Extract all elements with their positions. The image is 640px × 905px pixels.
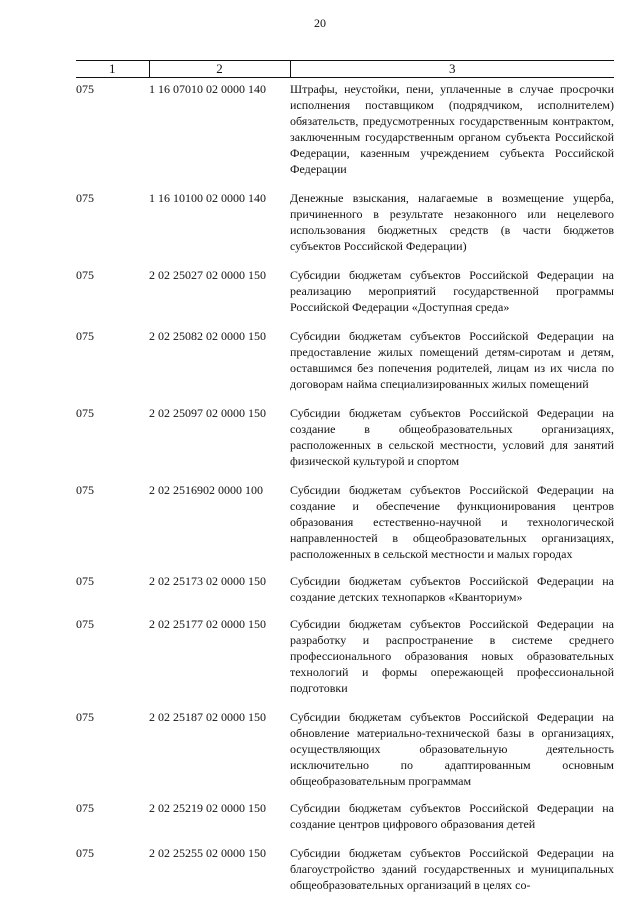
row-budget-code: 2 02 2516902 0000 100 [149,483,263,497]
row-description: Субсидии бюджетам субъектов Российской Федерации на создание центров цифрового образования детей [290,801,614,831]
row-description: Субсидии бюджетам субъектов Российской Федерации на разработку и распространение в системе среднего профессионального образования новых образовательных технологий и формы опережающей профессиональной подготовки [290,617,614,695]
row-description: Субсидии бюджетам субъектов Российской Федерации на обновление материально-технической базы в организациях, осуществляющих образовательную деятельность исключительно по адаптированным основным общеобразовательным программам [290,710,614,788]
table-row [76,392,614,469]
row-description: Субсидии бюджетам субъектов Российской Федерации на создание детских технопарков «Кванториум» [290,574,614,604]
table-row [76,78,614,178]
row-admin-code: 075 [76,710,94,724]
row-budget-code: 2 02 25173 02 0000 150 [149,574,266,588]
row-admin-code: 075 [76,329,94,343]
row-budget-code: 2 02 25027 02 0000 150 [149,268,266,282]
row-admin-code: 075 [76,846,94,860]
row-admin-code: 075 [76,574,94,588]
row-admin-code: 075 [76,801,94,815]
table-row [76,605,614,696]
row-budget-code: 2 02 25187 02 0000 150 [149,710,266,724]
row-admin-code: 075 [76,406,94,420]
revenue-codes-table [76,60,614,893]
table-row [76,469,614,562]
table-row [76,696,614,789]
table-row [76,254,614,315]
row-budget-code: 2 02 25082 02 0000 150 [149,329,266,343]
table-row [76,562,614,605]
row-description: Штрафы, неустойки, пени, уплаченные в случае просрочки исполнения поставщиком (подрядчиком, исполнителем) обязательств, предусмотренных государственным контрактом, заключенным государственным органом субъекта Российской Федерации, казенным учреждением субъекта Российской Федерации [290,82,614,176]
row-budget-code: 2 02 25177 02 0000 150 [149,617,266,631]
row-description: Субсидии бюджетам субъектов Российской Федерации на благоустройство зданий государственных и муниципальных общеобразовательных организаций в целях со- [290,846,614,892]
column-header-3: 3 [290,61,614,78]
row-budget-code: 2 02 25097 02 0000 150 [149,406,266,420]
row-description: Субсидии бюджетам субъектов Российской Федерации на создание в общеобразовательных организациях, расположенных в сельской местности, условий для занятий физической культурой и спортом [290,406,614,468]
row-budget-code: 2 02 25255 02 0000 150 [149,846,266,860]
row-admin-code: 075 [76,483,94,497]
row-description: Субсидии бюджетам субъектов Российской Федерации на реализацию мероприятий государственной программы Российской Федерации «Доступная среда» [290,268,614,314]
table-body [76,78,614,894]
row-budget-code: 2 02 25219 02 0000 150 [149,801,266,815]
table-header-row [76,61,614,78]
table-row [76,832,614,893]
page-number: 20 [314,16,326,30]
table-row [76,315,614,392]
row-admin-code: 075 [76,191,94,205]
row-admin-code: 075 [76,617,94,631]
row-budget-code: 1 16 07010 02 0000 140 [149,82,266,96]
table-row [76,177,614,254]
row-description: Субсидии бюджетам субъектов Российской Федерации на предоставление жилых помещений детям-сиротам и детям, оставшимся без попечения родителей, лицам из их числа по договорам найма специализированных жилых помещений [290,329,614,391]
row-admin-code: 075 [76,268,94,282]
row-description: Денежные взыскания, налагаемые в возмещение ущерба, причиненного в результате незаконного или нецелевого использования бюджетных средств (в части бюджетов субъектов Российской Федерации) [290,191,614,253]
row-description: Субсидии бюджетам субъектов Российской Федерации на создание и обеспечение функционирования центров образования естественно-научной и технологической направленностей в общеобразовательных организациях, расположенных в сельской местности и малых городах [290,483,614,561]
row-admin-code: 075 [76,82,94,96]
table-row [76,789,614,832]
column-header-2: 2 [149,61,290,78]
row-budget-code: 1 16 10100 02 0000 140 [149,191,266,205]
column-header-1: 1 [76,61,149,78]
